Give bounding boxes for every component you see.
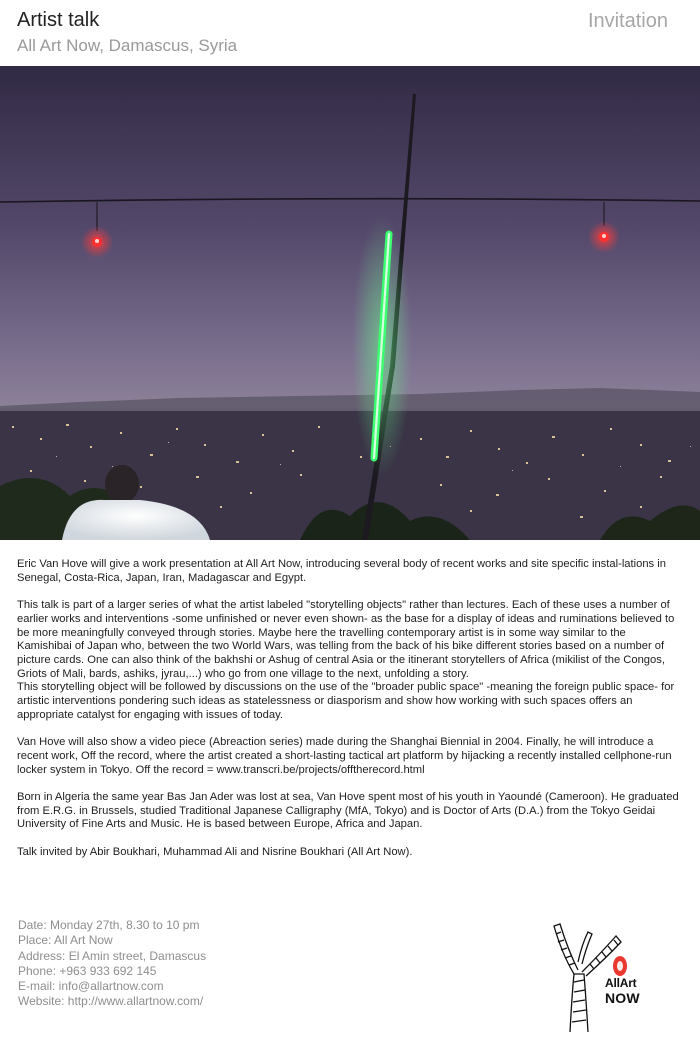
artwork-photo — [0, 66, 700, 540]
paragraph-intro: Eric Van Hove will give a work presentation at All Art Now, introducing several body of recent works and site specific instal-lations in Senegal, Costa-Rica, Japan, Iran, Madagascar and Egypt. — [17, 558, 666, 584]
page-subtitle: All Art Now, Damascus, Syria — [17, 36, 238, 55]
body-text — [17, 558, 682, 873]
logo-line-1: AllArt — [605, 976, 637, 990]
paragraph-biography: Born in Algeria the same year Bas Jan Ader was lost at sea, Van Hove spent most of his youth in Yaoundé (Cameroon). He graduated from E.R.G. in Brussels, studied Traditional Japanese Calligraphy (MfA, Tokyo) and is Doctor of Arts (D.A.) from the Tokyo Geidai University of Fine Arts and Music. He is based between Europe, Africa and Japan. — [17, 790, 679, 831]
paragraph-invited-by: Talk invited by Abir Boukhari, Muhammad Ali and Nisrine Boukhari (All Art Now). — [17, 845, 413, 858]
event-email[interactable]: E-mail: info@allartnow.com — [18, 979, 164, 994]
logo-line-2: NOW — [605, 990, 640, 1006]
paragraph-discussion: This storytelling object will be followed by discussions on the use of the "broader public space" -meaning the foreign public space- for artistic interventions pondering such ideas as statelessness or diasporism and show how working with such spaces offers an appropriate catalyst for engaging with issues of today. — [17, 681, 675, 721]
event-address: Address: El Amin street, Damascus — [18, 948, 207, 963]
allartnow-logo-tree-icon — [548, 914, 648, 1034]
logo-wordmark — [605, 976, 640, 1006]
event-info — [18, 918, 206, 1010]
event-date: Date: Monday 27th, 8.30 to 10 pm — [18, 918, 200, 932]
page-title: Artist talk — [17, 9, 100, 31]
paragraph-video: Van Hove will also show a video piece (Abreaction series) made during the Shanghai Biennial in 2004. Finally, he will introduce a recent work, Off the record, where the artist created a short-lasting tactical art platform by hijacking a recently installed cellphone-run locker system in Tokyo. Off the record = www.transcri.be/projects/offtherecord.html — [17, 736, 672, 776]
header — [0, 0, 700, 66]
event-phone: Phone: +963 933 692 145 — [18, 963, 157, 978]
event-website[interactable]: Website: http://www.allartnow.com/ — [18, 994, 204, 1009]
event-place: Place: All Art Now — [18, 933, 113, 948]
paragraph-storytelling: This talk is part of a larger series of what the artist labeled "storytelling objects" rather than lectures. Each of these uses a number of earlier works and interventions -some unfinished or never even shown- as the base for a display of ideas and ruminations believed to be more meaningfully conveyed through stories. Maybe here the travelling contemporary artist is in some way similar to the Kamishibai of Japan who, between the two World Wars, was telling from the back of his bike different stories based on a number of picture cards. One can also think of the bakhshi or Ashug of central Asia or the itinerant storytellers of Africa (mikilist of the Congos, Griots of Mali, bards, ashiks, jyrau,...) who go from one village to the next, unfolding a story. — [17, 599, 675, 680]
invitation-label: Invitation — [587, 10, 668, 32]
